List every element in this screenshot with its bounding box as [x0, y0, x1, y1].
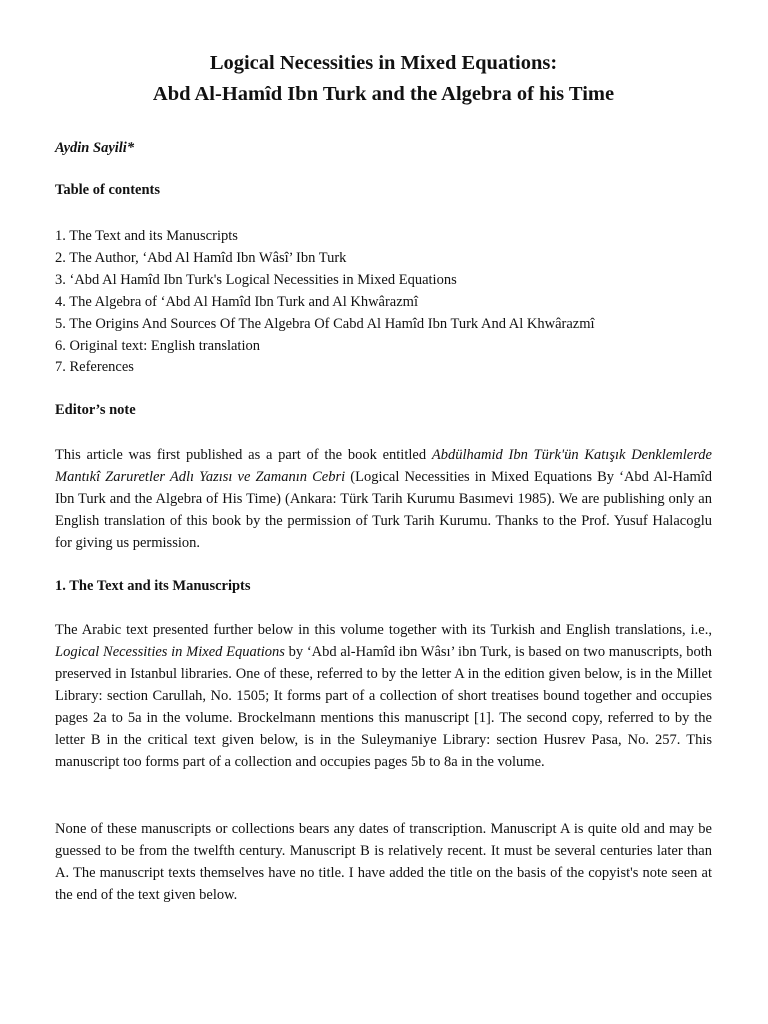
section-1-heading: 1. The Text and its Manuscripts [55, 578, 251, 594]
section-1-paragraph-1 [55, 619, 712, 773]
toc-item: 6. Original text: English translation [55, 337, 260, 354]
toc-item: 4. The Algebra of ‘Abd Al Hamîd Ibn Turk and Al Khwârazmî [55, 293, 418, 310]
toc-item: 5. The Origins And Sources Of The Algebra Of Cabd Al Hamîd Ibn Turk And Al Khwârazmî [55, 315, 595, 332]
editor-note-heading: Editor’s note [55, 402, 136, 418]
editor-note-text-2: (Logical Necessities in Mixed Equations By ‘Abd Al-Hamîd Ibn Turk and the Algebra of His Time) (Ankara: Türk Tarih Kurumu Basımevi 1985). We are publishing only an English translation of this book by the permission of Turk Tarih Kurumu. Thanks to the Prof. Yusuf Halacoglu for giving us permission. [55, 469, 713, 551]
toc-item: 7. References [55, 359, 134, 376]
section-1-para-1-text-1: The Arabic text presented further below in this volume together with its Turkish and English translations, i.e., [55, 622, 712, 638]
toc-item: 2. The Author, ‘Abd Al Hamîd Ibn Wâsî’ Ibn Turk [55, 249, 347, 266]
title-line-2: Abd Al-Hamîd Ibn Turk and the Algebra of his Time [152, 83, 615, 105]
editor-note-text-1: This article was first published as a part of the book entitled [55, 447, 432, 463]
document-title [55, 48, 712, 110]
toc-item: 3. ‘Abd Al Hamîd Ibn Turk's Logical Necessities in Mixed Equations [55, 271, 457, 288]
editor-note-paragraph [55, 444, 712, 554]
toc-item: 1. The Text and its Manuscripts [55, 228, 238, 244]
section-1-paragraph-2: None of these manuscripts or collections bears any dates of transcription. Manuscript A is quite old and may be guessed to be from the twelfth century. Manuscript B is relatively recent. It must be several centuries later than A. The manuscript texts themselves have no title. I have added the title on the basis of the copyist's note seen at the end of the text given below. [55, 821, 712, 903]
author-name: Aydin Sayili* [55, 140, 135, 156]
toc-heading: Table of contents [55, 182, 160, 198]
section-1-para-1-text-2: by ‘Abd al-Hamîd ibn Wâsı’ ibn Turk, is based on two manuscripts, both preserved in Istanbul libraries. One of these, referred to by the letter A in the edition given below, is in the Millet Library: section Carullah, No. 1505; It forms part of a collection of short treatises bound together and occupies pages 2a to 5a in the volume. Brockelmann mentions this manuscript [1]. The second copy, referred to by the letter B in the critical text given below, is in the Suleymaniye Library: section Husrev Pasa, No. 257. This manuscript too forms part of a collection and occupies pages 5b to 8a in the volume. [55, 644, 712, 770]
document-page [55, 48, 713, 903]
editor-note-book-title: Abdülhamid Ibn Türk'ün Katışık Denklemlerde Mantıkî Zaruretler Adlı Yazısı ve Zamanın Cebri [55, 447, 712, 485]
table-of-contents [55, 226, 595, 379]
title-line-1: Logical Necessities in Mixed Equations: [209, 52, 558, 74]
section-1-para-1-italic-title: Logical Necessities in Mixed Equations [55, 644, 285, 660]
